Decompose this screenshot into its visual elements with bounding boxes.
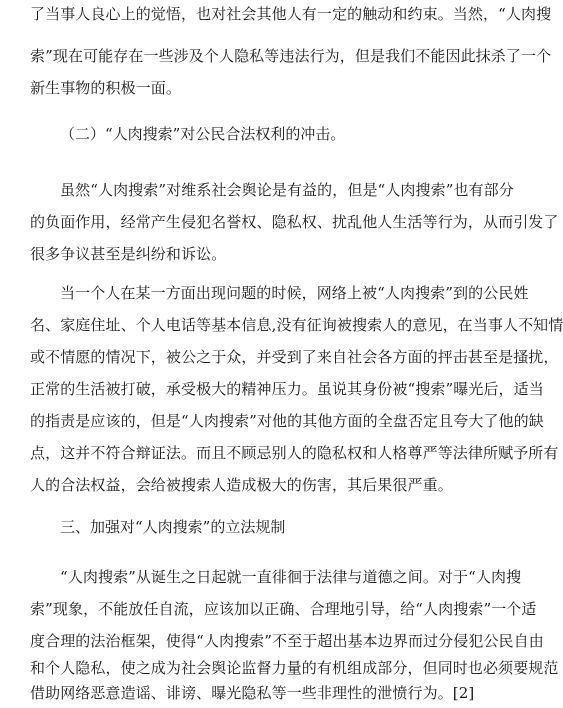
text-line: 人的合法权益，会给被搜索人造成极大的伤害，其后果很严重。 (30, 476, 453, 494)
text-line: 当一个人在某一方面出现问题的时候，网络上被“人肉搜索”到的公民姓 (60, 284, 529, 302)
text-line: 新生事物的积极一面。 (30, 79, 182, 97)
text-line: 的指责是应该的，但是“人肉搜索”对他的其他方面的全盘否定且夸大了他的缺 (30, 412, 544, 430)
text-line: 很多争议甚至是纠纷和诉讼。 (30, 245, 227, 263)
text-line: “人肉搜索”从诞生之日起就一直徘徊于法律与道德之间。对于“人肉搜 (60, 568, 522, 586)
text-line: 索”现在可能存在一些涉及个人隐私等违法行为，但是我们不能因此抹杀了一个 (30, 47, 552, 65)
section-heading: 三、加强对“人肉搜索”的立法规制 (60, 518, 286, 536)
text-line: 的负面作用，经常产生侵犯名誉权、隐私权、扰乱他人生活等行为，从而引发了 (30, 213, 559, 231)
text-line: 索”现象，不能放任自流，应该加以正确、合理地引导，给“人肉搜索”一个适 (30, 600, 537, 618)
text-line: 或不情愿的情况下，被公之于众，并受到了来自社会各方面的抨击甚至是搔扰， (30, 348, 559, 366)
text-line: 正常的生活被打破，承受极大的精神压力。虽说其身份被“搜索”曝光后，适当 (30, 380, 544, 398)
text-line: 点，这并不符合辩证法。而且不顾忌别人的隐私权和人格尊严等法律所赋予所有 (30, 444, 559, 462)
text-line: 虽然“人肉搜索”对维系社会舆论是有益的，但是“人肉搜索”也有部分 (60, 181, 514, 199)
text-line: 和个人隐私，使之成为社会舆论监督力量的有机组成部分，但同时也必须要规范 (30, 659, 559, 677)
section-heading: （二）“人肉搜索”对公民合法权利的冲击。 (60, 125, 346, 143)
text-line: 了当事人良心上的觉悟，也对社会其他人有一定的触动和约束。当然，“人肉搜 (30, 5, 552, 23)
text-line: 借助网络恶意造谣、诽谤、曝光隐私等一些非理性的泄愤行为。[2] (30, 684, 475, 702)
text-line: 度合理的法治框架，使得“人肉搜索”不至于超出基本边界而过分侵犯公民自由 (30, 632, 544, 650)
text-line: 名、家庭住址、个人电话等基本信息,没有征询被搜索人的意见，在当事人不知情 (30, 316, 563, 334)
